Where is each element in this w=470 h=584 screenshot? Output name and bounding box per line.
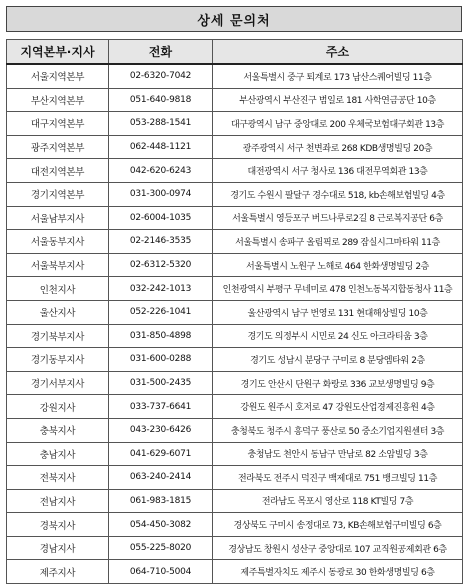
phone-cell: 042-620-6243 bbox=[109, 159, 213, 183]
phone-cell: 053-288-1541 bbox=[109, 112, 213, 136]
address-cell: 충청남도 천안시 동남구 만남로 82 소암빌딩 3층 bbox=[213, 442, 463, 466]
address-cell: 인천광역시 부평구 무네미로 478 인천노동복지합동청사 11층 bbox=[213, 277, 463, 301]
address-cell: 대구광역시 남구 중앙대로 200 우체국보험대구회관 13층 bbox=[213, 112, 463, 136]
address-cell: 경기도 수원시 팔달구 경수대로 518, kb손해보험빌딩 4층 bbox=[213, 182, 463, 206]
region-cell: 경기지역본부 bbox=[7, 182, 109, 206]
address-cell: 충청북도 청주시 흥덕구 풍산로 50 중소기업지원센터 3층 bbox=[213, 418, 463, 442]
header-region: 지역본부·지사 bbox=[7, 40, 109, 65]
phone-cell: 054-450-3082 bbox=[109, 513, 213, 537]
address-cell: 전라북도 전주시 덕진구 백제대로 751 뱅크빌딩 11층 bbox=[213, 466, 463, 490]
region-cell: 대전지역본부 bbox=[7, 159, 109, 183]
table-row bbox=[7, 88, 463, 112]
region-cell: 경기동부지사 bbox=[7, 348, 109, 372]
region-cell: 전남지사 bbox=[7, 489, 109, 513]
region-cell: 경기북부지사 bbox=[7, 324, 109, 348]
header-address: 주소 bbox=[213, 40, 463, 65]
region-cell: 경기서부지사 bbox=[7, 371, 109, 395]
contact-table bbox=[6, 39, 463, 584]
title-bar bbox=[6, 6, 462, 32]
region-cell: 서울동부지사 bbox=[7, 230, 109, 254]
address-cell: 강원도 원주시 호저로 47 강원도산업경제진흥원 4층 bbox=[213, 395, 463, 419]
region-cell: 경남지사 bbox=[7, 536, 109, 560]
phone-cell: 02-6312-5320 bbox=[109, 253, 213, 277]
region-cell: 경북지사 bbox=[7, 513, 109, 537]
table-row bbox=[7, 206, 463, 230]
phone-cell: 061-983-1815 bbox=[109, 489, 213, 513]
address-cell: 제주특별자치도 제주시 동광로 30 한화생명빌딩 6층 bbox=[213, 560, 463, 584]
table-row bbox=[7, 513, 463, 537]
phone-cell: 043-230-6426 bbox=[109, 418, 213, 442]
table-row bbox=[7, 159, 463, 183]
table-row bbox=[7, 466, 463, 490]
table-row bbox=[7, 536, 463, 560]
phone-cell: 031-600-0288 bbox=[109, 348, 213, 372]
region-cell: 부산지역본부 bbox=[7, 88, 109, 112]
address-cell: 서울특별시 영등포구 버드나루로2길 8 근로복지공단 6층 bbox=[213, 206, 463, 230]
phone-cell: 02-6320-7042 bbox=[109, 64, 213, 88]
phone-cell: 031-500-2435 bbox=[109, 371, 213, 395]
table-body bbox=[7, 64, 463, 584]
phone-cell: 041-629-6071 bbox=[109, 442, 213, 466]
region-cell: 인천지사 bbox=[7, 277, 109, 301]
region-cell: 대구지역본부 bbox=[7, 112, 109, 136]
address-cell: 서울특별시 중구 퇴계로 173 남산스퀘어빌딩 11층 bbox=[213, 64, 463, 88]
phone-cell: 051-640-9818 bbox=[109, 88, 213, 112]
phone-cell: 063-240-2414 bbox=[109, 466, 213, 490]
table-row bbox=[7, 418, 463, 442]
table-row bbox=[7, 277, 463, 301]
table-row bbox=[7, 135, 463, 159]
address-cell: 경상북도 구미시 송정대로 73, KB손해보험구미빌딩 6층 bbox=[213, 513, 463, 537]
table-row bbox=[7, 395, 463, 419]
phone-cell: 02-2146-3535 bbox=[109, 230, 213, 254]
phone-cell: 033-737-6641 bbox=[109, 395, 213, 419]
phone-cell: 052-226-1041 bbox=[109, 300, 213, 324]
table-header bbox=[7, 40, 463, 65]
region-cell: 울산지사 bbox=[7, 300, 109, 324]
table-row bbox=[7, 348, 463, 372]
address-cell: 울산광역시 남구 번영로 131 현대해상빌딩 10층 bbox=[213, 300, 463, 324]
table-row bbox=[7, 371, 463, 395]
table-row bbox=[7, 442, 463, 466]
page-title: 상세 문의처 bbox=[197, 13, 271, 29]
phone-cell: 031-300-0974 bbox=[109, 182, 213, 206]
table-row bbox=[7, 112, 463, 136]
region-cell: 제주지사 bbox=[7, 560, 109, 584]
table-row bbox=[7, 300, 463, 324]
address-cell: 서울특별시 송파구 올림픽로 289 잠실시그마타워 11층 bbox=[213, 230, 463, 254]
phone-cell: 064-710-5004 bbox=[109, 560, 213, 584]
table-row bbox=[7, 253, 463, 277]
address-cell: 경기도 의정부시 시민로 24 신도 아크라티움 3층 bbox=[213, 324, 463, 348]
phone-cell: 02-6004-1035 bbox=[109, 206, 213, 230]
address-cell: 부산광역시 부산진구 범일로 181 사학연금공단 10층 bbox=[213, 88, 463, 112]
phone-cell: 055-225-8020 bbox=[109, 536, 213, 560]
region-cell: 서울북부지사 bbox=[7, 253, 109, 277]
table-row bbox=[7, 560, 463, 584]
address-cell: 대전광역시 서구 청사로 136 대전무역회관 13층 bbox=[213, 159, 463, 183]
phone-cell: 031-850-4898 bbox=[109, 324, 213, 348]
table-row bbox=[7, 489, 463, 513]
address-cell: 전라남도 목포시 영산로 118 KT빌딩 7층 bbox=[213, 489, 463, 513]
address-cell: 서울특별시 노원구 노해로 464 한화생명빌딩 2층 bbox=[213, 253, 463, 277]
table-row bbox=[7, 324, 463, 348]
phone-cell: 062-448-1121 bbox=[109, 135, 213, 159]
address-cell: 광주광역시 서구 천변좌로 268 KDB생명빌딩 20층 bbox=[213, 135, 463, 159]
header-row bbox=[7, 40, 463, 65]
phone-cell: 032-242-1013 bbox=[109, 277, 213, 301]
region-cell: 서울남부지사 bbox=[7, 206, 109, 230]
region-cell: 충북지사 bbox=[7, 418, 109, 442]
region-cell: 광주지역본부 bbox=[7, 135, 109, 159]
table-row bbox=[7, 182, 463, 206]
address-cell: 경기도 성남시 분당구 구미로 8 분당엠타워 2층 bbox=[213, 348, 463, 372]
table-row bbox=[7, 230, 463, 254]
header-phone: 전화 bbox=[109, 40, 213, 65]
region-cell: 충남지사 bbox=[7, 442, 109, 466]
region-cell: 서울지역본부 bbox=[7, 64, 109, 88]
address-cell: 경기도 안산시 단원구 화랑로 336 교보생명빌딩 9층 bbox=[213, 371, 463, 395]
region-cell: 강원지사 bbox=[7, 395, 109, 419]
table-row bbox=[7, 64, 463, 88]
address-cell: 경상남도 창원시 성산구 중앙대로 107 교직원공제회관 6층 bbox=[213, 536, 463, 560]
region-cell: 전북지사 bbox=[7, 466, 109, 490]
